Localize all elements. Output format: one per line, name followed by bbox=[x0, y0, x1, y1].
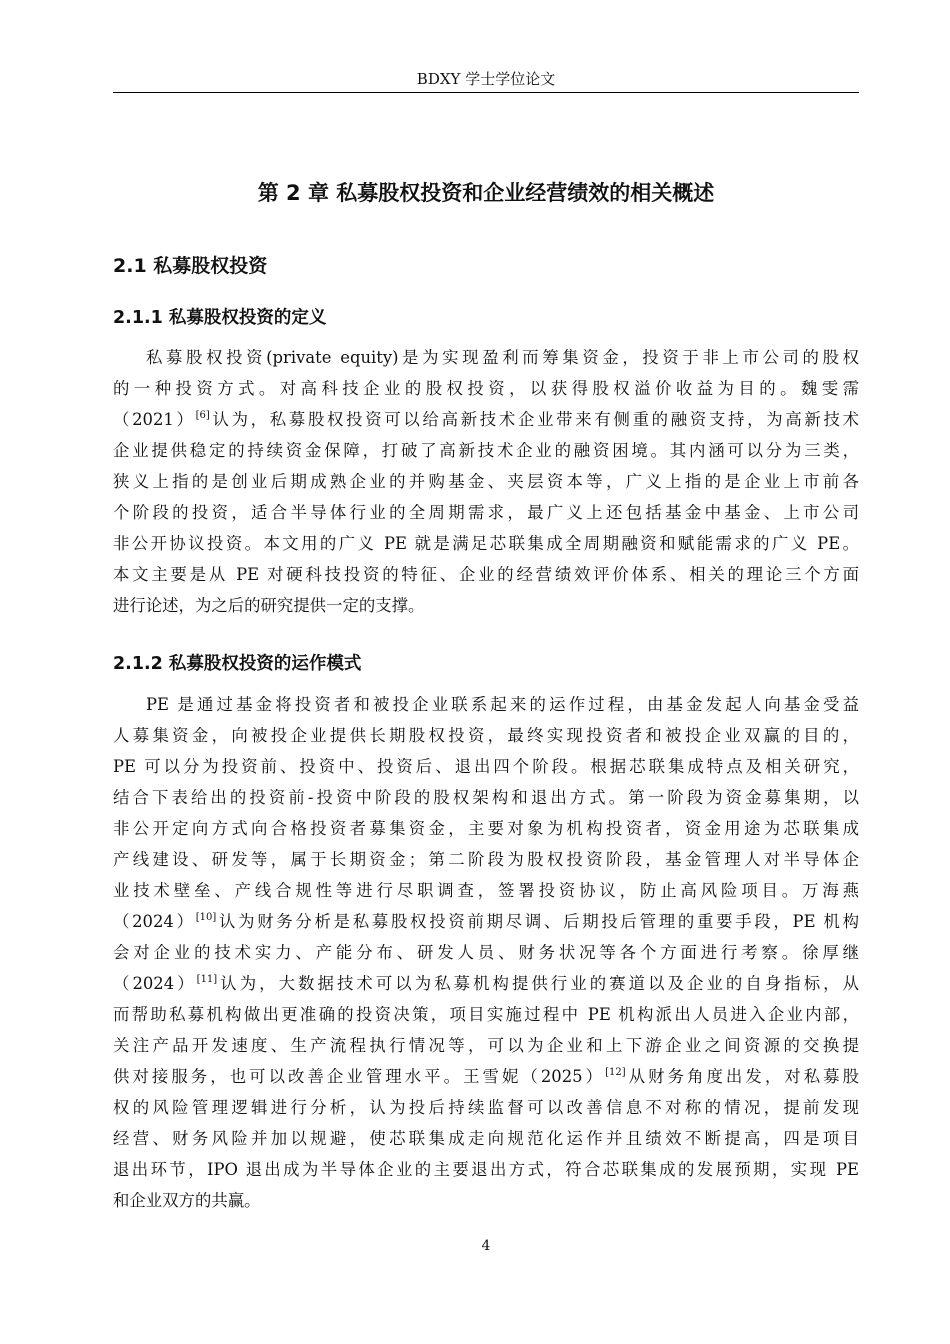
text-line: 经营、财务风险并加以规避，使芯联集成走向规范化运作并且绩效不断提高，四是项目 bbox=[113, 1129, 859, 1148]
text-line: 权的风险管理逻辑进行分析，认为投后持续监督可以改善信息不对称的情况，提前发现 bbox=[113, 1098, 859, 1117]
text-line: 关注产品开发速度、生产流程执行情况等，可以为企业和上下游企业之间资源的交换提 bbox=[113, 1036, 859, 1055]
text-line: 而帮助私募机构做出更准确的投资决策，项目实施过程中 PE 机构派出人员进入企业内部， bbox=[113, 1005, 859, 1024]
citation-ref: [6] bbox=[195, 410, 210, 421]
text-run: 认为财务分析是私募股权投资前期尽调、后期投后管理的重要手段，PE 机构 bbox=[216, 912, 859, 931]
text-run: 从财务角度出发，对私募股 bbox=[625, 1067, 860, 1086]
page-number: 4 bbox=[481, 1238, 491, 1254]
text-line: 结合下表给出的投资前-投资中阶段的股权架构和退出方式。第一阶段为资金募集期，以 bbox=[113, 788, 859, 807]
text-line: 和企业双方的共赢。 bbox=[113, 1191, 261, 1210]
text-line: 狭义上指的是创业后期成熟企业的并购基金、夹层资本等，广义上指的是企业上市前各 bbox=[113, 472, 859, 491]
text-line: 私募股权投资(private equity)是为实现盈利而筹集资金，投资于非上市公司的股权 bbox=[146, 348, 859, 367]
text-line bbox=[113, 968, 859, 999]
section-2-1-2-paragraph bbox=[113, 689, 859, 1216]
running-header: BDXY 学士学位论文 bbox=[416, 70, 556, 88]
citation-year: （2021） bbox=[113, 410, 196, 429]
section-2-1-2-heading: 2.1.2 私募股权投资的运作模式 bbox=[113, 654, 362, 674]
text-line: 会对企业的技术实力、产能分布、研发人员、财务状况等各个方面进行考察。徐厚继 bbox=[113, 943, 859, 962]
header-rule bbox=[113, 92, 859, 93]
text-line: 个阶段的投资，适合半导体行业的全周期需求，最广义上还包括基金中基金、上市公司 bbox=[113, 503, 859, 522]
citation-ref: [10] bbox=[195, 912, 217, 923]
text-line: 退出环节，IPO 退出成为半导体企业的主要退出方式，符合芯联集成的发展预期，实现 PE bbox=[113, 1160, 859, 1179]
chapter-title: 第 2 章 私募股权投资和企业经营绩效的相关概述 bbox=[257, 181, 715, 205]
citation-year: （2024） bbox=[113, 974, 197, 993]
text-line: PE 可以分为投资前、投资中、投资后、退出四个阶段。根据芯联集成特点及相关研究， bbox=[113, 757, 859, 776]
section-2-1-1-paragraph bbox=[113, 342, 859, 621]
section-2-1-heading: 2.1 私募股权投资 bbox=[113, 255, 268, 277]
citation-ref: [11] bbox=[196, 974, 218, 985]
text-run: 供对接服务，也可以改善企业管理水平。王雪妮（2025） bbox=[113, 1067, 606, 1086]
text-line: PE 是通过基金将投资者和被投企业联系起来的运作过程，由基金发起人向基金受益 bbox=[146, 695, 859, 714]
text-line bbox=[113, 404, 859, 435]
text-line: 的一种投资方式。对高科技企业的股权投资，以获得股权溢价收益为目的。魏雯霈 bbox=[113, 379, 859, 398]
citation-ref: [12] bbox=[605, 1067, 626, 1078]
text-line: 进行论述，为之后的研究提供一定的支撑。 bbox=[113, 596, 425, 615]
text-line: 非公开定向方式向合格投资者募集资金，主要对象为机构投资者，资金用途为芯联集成 bbox=[113, 819, 859, 838]
text-line: 企业提供稳定的持续资金保障，打破了高新技术企业的融资困境。其内涵可以分为三类， bbox=[113, 441, 859, 460]
text-line: 产线建设、研发等，属于长期资金；第二阶段为股权投资阶段，基金管理人对半导体企 bbox=[113, 850, 859, 869]
text-line: 人募集资金，向被投企业提供长期股权投资，最终实现投资者和被投企业双赢的目的， bbox=[113, 726, 859, 745]
text-run: 认为，私募股权投资可以给高新技术企业带来有侧重的融资支持，为高新技术 bbox=[209, 410, 859, 429]
text-line: 本文主要是从 PE 对硬科技投资的特征、企业的经营绩效评价体系、相关的理论三个方面 bbox=[113, 565, 859, 584]
text-run: 认为，大数据技术可以为私募机构提供行业的赛道以及企业的自身指标，从 bbox=[217, 974, 859, 993]
section-2-1-1-heading: 2.1.1 私募股权投资的定义 bbox=[113, 308, 327, 328]
citation-year: （2024） bbox=[113, 912, 196, 931]
text-line bbox=[113, 906, 859, 937]
text-line: 非公开协议投资。本文用的广义 PE 就是满足芯联集成全周期融资和赋能需求的广义 PE。 bbox=[113, 534, 859, 553]
text-line bbox=[113, 1061, 859, 1092]
text-line: 业技术壁垒、产线合规性等进行尽职调查，签署投资协议，防止高风险项目。万海燕 bbox=[113, 881, 859, 900]
